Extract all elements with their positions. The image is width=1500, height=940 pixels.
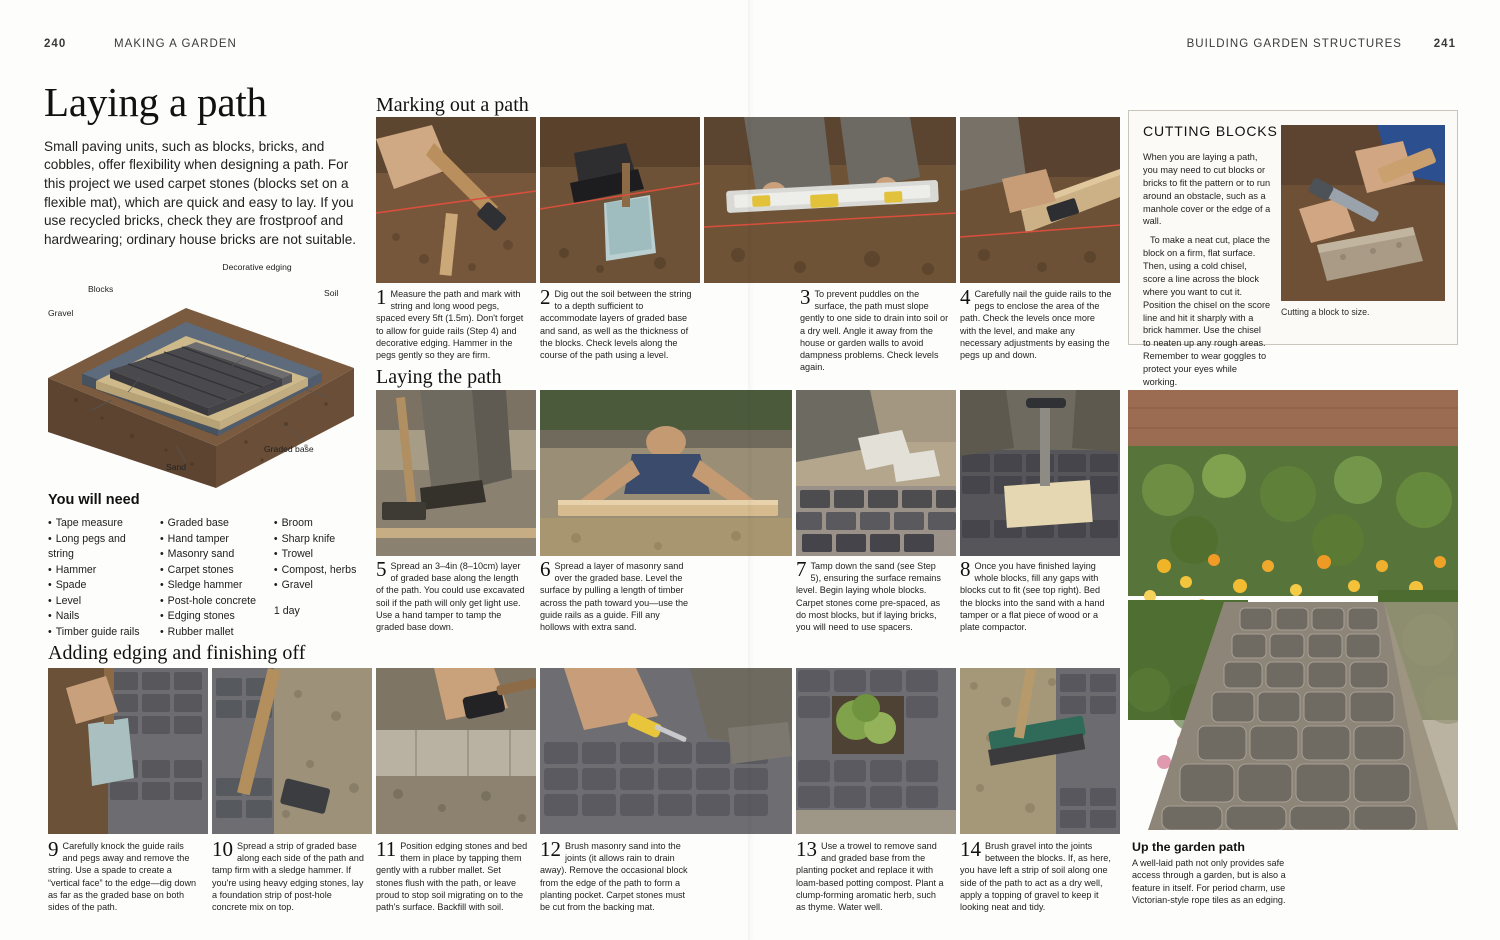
list-item: • Edging stones [160, 609, 264, 625]
diagram-label-graded-base: Graded base [264, 444, 314, 454]
list-item: • Sharp knife [274, 532, 368, 548]
step-caption-13 [796, 837, 948, 913]
sidebar-photo [1281, 125, 1445, 301]
sidebar-heading: CUTTING BLOCKS [1143, 123, 1278, 139]
list-item: • Timber guide rails [48, 625, 150, 641]
step-number: 4 [960, 285, 971, 309]
materials-column-3 [274, 516, 368, 641]
step-caption-9 [48, 837, 200, 913]
step-photo-10 [212, 668, 372, 834]
feature-title: Up the garden path [1132, 840, 1245, 854]
running-head-right: BUILDING GARDEN STRUCTURES [1186, 38, 1402, 50]
step-text: Measure the path and mark with string and long wood pegs, spaced every 5ft (1.5m). Don't forget to allow for guide rails (Step 4) and decorative edging. Hammer in the pegs gently so they are firm. [376, 289, 524, 360]
page-title: Laying a path [44, 79, 267, 125]
step-text: Brush gravel into the joints between the blocks. If, as here, you have left a strip of soil along one side of the path to act as a dry well, apply a topping of gravel to keep it looking neat and tidy. [960, 841, 1111, 912]
feature-caption-block [1132, 840, 1302, 906]
folio-right: 241 [1433, 38, 1456, 50]
step-photo-8 [960, 390, 1120, 556]
step-photo-6 [540, 390, 792, 556]
step-caption-10 [212, 837, 364, 913]
step-number: 14 [960, 837, 981, 861]
you-will-need-heading: You will need [48, 492, 140, 508]
feature-photo-garden-path [1128, 390, 1458, 830]
diagram-label-decorative-edging: Decorative edging [222, 262, 292, 272]
step-caption-11 [376, 837, 528, 913]
list-item: • Nails [48, 609, 150, 625]
diagram-label-gravel: Gravel [48, 308, 74, 318]
step-photo-12 [540, 668, 792, 834]
list-item: • Carpet stones [160, 563, 264, 579]
step-number: 6 [540, 557, 551, 581]
running-head-left: MAKING A GARDEN [114, 38, 237, 50]
list-item: • Hammer [48, 563, 150, 579]
step-photo-4 [960, 117, 1120, 283]
step-number: 3 [800, 285, 811, 309]
materials-column-1 [48, 516, 150, 641]
step-number: 7 [796, 557, 807, 581]
step-caption-1 [376, 285, 528, 361]
step-photo-7 [796, 390, 956, 556]
intro-block [44, 79, 362, 249]
step-photo-3 [704, 117, 956, 283]
step-text: Use a trowel to remove sand and graded base from the planting pocket and replace it with loam-based potting compost. Plant a clump-forming aromatic herb, such as thyme. Water well. [796, 841, 944, 912]
step-text: Tamp down the sand (see Step 5), ensuring the surface remains level. Begin laying whole blocks. Carpet stones come pre-spaced, as do most blocks, but if laying bricks, you will need to use spacers. [796, 561, 941, 632]
step-text: Carefully knock the guide rails and pegs away and remove the string. Use a spade to create a “vertical face” to the edge—dig down as far as the graded base on both sides of the path. [48, 841, 197, 912]
step-text: Once you have finished laying whole blocks, fill any gaps with blocks cut to fit (see top right). Bed the blocks into the sand with a hand tamper or a flat piece of wood or a plate compactor. [960, 561, 1105, 632]
list-item: • Masonry sand [160, 547, 264, 563]
diagram-label-blocks: Blocks [88, 284, 114, 294]
step-caption-5 [376, 557, 528, 633]
list-item: • Sledge hammer [160, 578, 264, 594]
step-text: Position edging stones and bed them in place by tapping them gently with a rubber mallet. Set stones flush with the path, or leave proud to stop soil migrating on to the path's surface. Backfill with soil. [376, 841, 528, 912]
diagram-label-sand: Sand [166, 462, 187, 472]
you-will-need-block [48, 492, 368, 641]
step-text: Spread a strip of graded base along each side of the path and tamp firm with a sledge hammer. If you're using heavy edging stones, lay a foundation strip of post-hole concrete mix on top. [212, 841, 364, 912]
step-caption-2 [540, 285, 692, 361]
diagram-illustration [36, 250, 366, 488]
cutting-blocks-sidebar [1128, 110, 1458, 387]
step-caption-3 [800, 285, 952, 373]
step-number: 1 [376, 285, 387, 309]
step-text: Dig out the soil between the string to a depth sufficient to accommodate layers of graded base and sand, as well as the thickness of the blocks. Check levels along the course of the path using a level. [540, 289, 692, 360]
list-item: • Compost, herbs [274, 563, 368, 579]
list-item: • Gravel [274, 578, 368, 594]
step-number: 9 [48, 837, 59, 861]
step-text: Carefully nail the guide rails to the pegs to enclose the area of the path. Check the levels once more with the level, and make any necessary adjustments by easing the pegs up and down. [960, 289, 1112, 360]
step-number: 11 [376, 837, 397, 861]
list-item: • Graded base [160, 516, 264, 532]
step-number: 5 [376, 557, 387, 581]
step-caption-4 [960, 285, 1112, 361]
list-item: • Long pegs and string [48, 532, 150, 563]
section-heading-marking: Marking out a path [376, 94, 529, 116]
section-heading-laying: Laying the path [376, 366, 502, 388]
step-caption-8 [960, 557, 1112, 633]
step-photo-13 [796, 668, 956, 834]
list-item: • Post-hole concrete [160, 594, 264, 610]
step-text: Spread an 3–4in (8–10cm) layer of graded base along the length of the path. You could use excavated soil if the path will only get light use. Use a hand tamper to tamp the graded base down. [376, 561, 525, 632]
step-caption-7 [796, 557, 948, 633]
step-text: Spread a layer of masonry sand over the graded base. Level the surface by pulling a length of timber across the path toward you—use the guide rails as a guide. Fill any hollows with extra sand. [540, 561, 689, 632]
step-caption-14 [960, 837, 1112, 913]
step-photo-2 [540, 117, 700, 283]
feature-text: A well-laid path not only provides safe access through a garden, but is also a feature in itself. For period charm, use Victorian-style rope tiles as an edging. [1132, 858, 1286, 906]
sidebar-body [1143, 151, 1271, 395]
step-number: 8 [960, 557, 971, 581]
list-item: • Broom [274, 516, 368, 532]
step-number: 12 [540, 837, 561, 861]
path-construction-diagram [36, 250, 366, 488]
step-number: 2 [540, 285, 551, 309]
step-photo-5 [376, 390, 536, 556]
section-heading-edging: Adding edging and finishing off [48, 642, 306, 664]
step-caption-12 [540, 837, 692, 913]
step-text: Brush masonry sand into the joints (it allows rain to drain away). Remove the occasional block from the edge of the path to form a planting pocket. Carpet stones must be cut from the backing mat. [540, 841, 688, 912]
diagram-label-soil: Soil [324, 288, 339, 298]
intro-paragraph: Small paving units, such as blocks, bricks, and cobbles, offer flexibility when designing a path. For this project we used carpet stones (blocks set on a flexible mat), which are quick and easy to lay. If you use recycled bricks, check they are frostproof and hardwearing; ordinary house bricks are not suitable. [44, 138, 357, 247]
step-number: 10 [212, 837, 233, 861]
step-photo-1 [376, 117, 536, 283]
step-photo-11 [376, 668, 536, 834]
list-item: • Rubber mallet [160, 625, 264, 641]
list-item: • Spade [48, 578, 150, 594]
step-text: To prevent puddles on the surface, the path must slope gently to one side to drain into soil or a dry well. Angle it away from the house or garden walls to avoid dampness problems. Check levels again. [800, 289, 949, 373]
step-caption-6 [540, 557, 692, 633]
list-item: • Trowel [274, 547, 368, 563]
materials-column-2 [160, 516, 264, 641]
step-photo-9 [48, 668, 208, 834]
list-item: • Hand tamper [160, 532, 264, 548]
step-photo-14 [960, 668, 1120, 834]
list-item: • Level [48, 594, 150, 610]
list-item: • Tape measure [48, 516, 150, 532]
sidebar-photo-caption: Cutting a block to size. [1281, 307, 1370, 317]
sidebar-paragraph-1: When you are laying a path, you may need to cut blocks or bricks to fit the pattern or to run around an obstacle, such as a manhole cover or the edge of a wall. [1143, 152, 1271, 227]
folio-left: 240 [44, 38, 67, 50]
sidebar-paragraph-2: To make a neat cut, place the block on a firm, flat surface. Then, using a cold chisel, score a line across the block where you want to cut it. Position the chisel on the score line and hit it sharply with a brick hammer. Use the chisel to neaten up any rough areas. Remember to wear goggles to protect your eyes while working. [1143, 235, 1271, 387]
step-number: 13 [796, 837, 817, 861]
time-required: 1 day [273, 604, 300, 617]
